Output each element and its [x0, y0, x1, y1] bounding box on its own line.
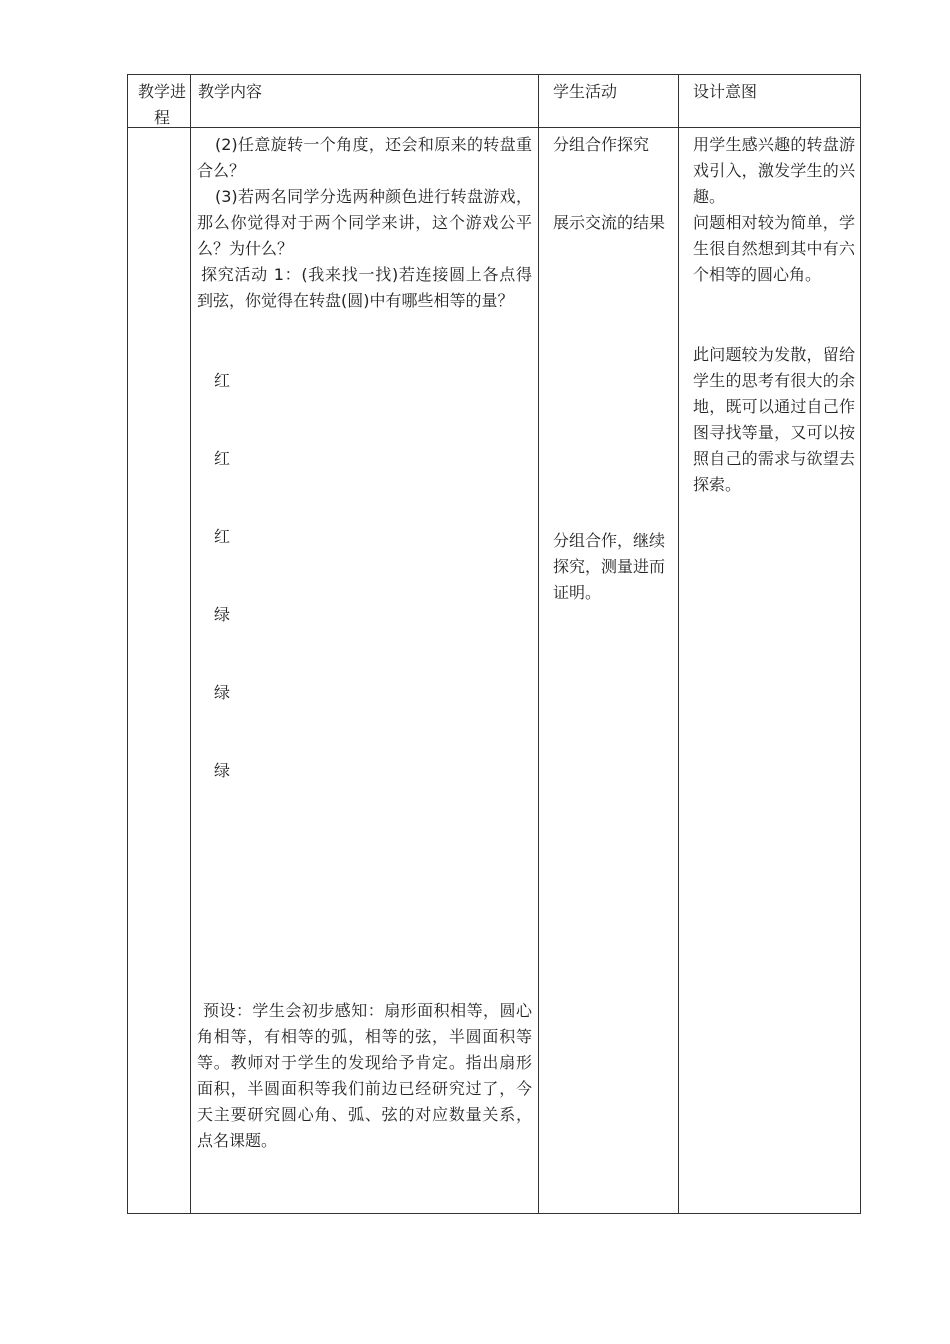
color-label-green: 绿	[214, 605, 231, 624]
student-activity-2: 展示交流的结果	[553, 213, 666, 232]
header-divider	[127, 127, 861, 128]
header-stage: 教学进程	[138, 82, 187, 127]
activity-1: 探究活动 1：(我来找一找)若连接圆上各点得到弦，你觉得在转盘(圆)中有哪些相等的量？	[197, 265, 532, 310]
column-divider	[538, 74, 539, 1214]
column-divider	[678, 74, 679, 1214]
color-label-red: 红	[214, 449, 231, 468]
student-activity-3: 分组合作，继续探究，测量进而证明。	[553, 531, 666, 602]
design-intent-2: 问题相对较为简单，学生很自然想到其中有六个相等的圆心角。	[693, 213, 855, 284]
header-design-intent: 设计意图	[693, 82, 758, 101]
column-divider	[190, 74, 191, 1214]
design-intent-1: 用学生感兴趣的转盘游戏引入，激发学生的兴趣。	[693, 135, 855, 206]
preset-paragraph: 预设：学生会初步感知：扇形面积相等，圆心角相等，有相等的弧，相等的弦，半圆面积等等。教师对于学生的发现给予肯定。指出扇形面积，半圆面积等我们前边已经研究过了，今天主要研究圆心角、弧、弦的对应数量关系，点名课题。	[197, 1001, 532, 1150]
color-label-green: 绿	[214, 761, 231, 780]
question-2: (2)任意旋转一个角度，还会和原来的转盘重合么？	[197, 135, 532, 180]
header-student-activity: 学生活动	[553, 82, 618, 101]
student-activity-1: 分组合作探究	[553, 135, 650, 154]
color-label-red: 红	[214, 527, 231, 546]
header-content: 教学内容	[198, 82, 263, 101]
design-intent-3: 此问题较为发散，留给学生的思考有很大的余地，既可以通过自己作图寻找等量，又可以按照自己的需求与欲望去探索。	[693, 345, 855, 494]
color-label-green: 绿	[214, 683, 231, 702]
question-3: (3)若两名同学分选两种颜色进行转盘游戏，那么你觉得对于两个同学来讲，这个游戏公平么？为什么？	[197, 187, 532, 258]
color-label-red: 红	[214, 371, 231, 390]
